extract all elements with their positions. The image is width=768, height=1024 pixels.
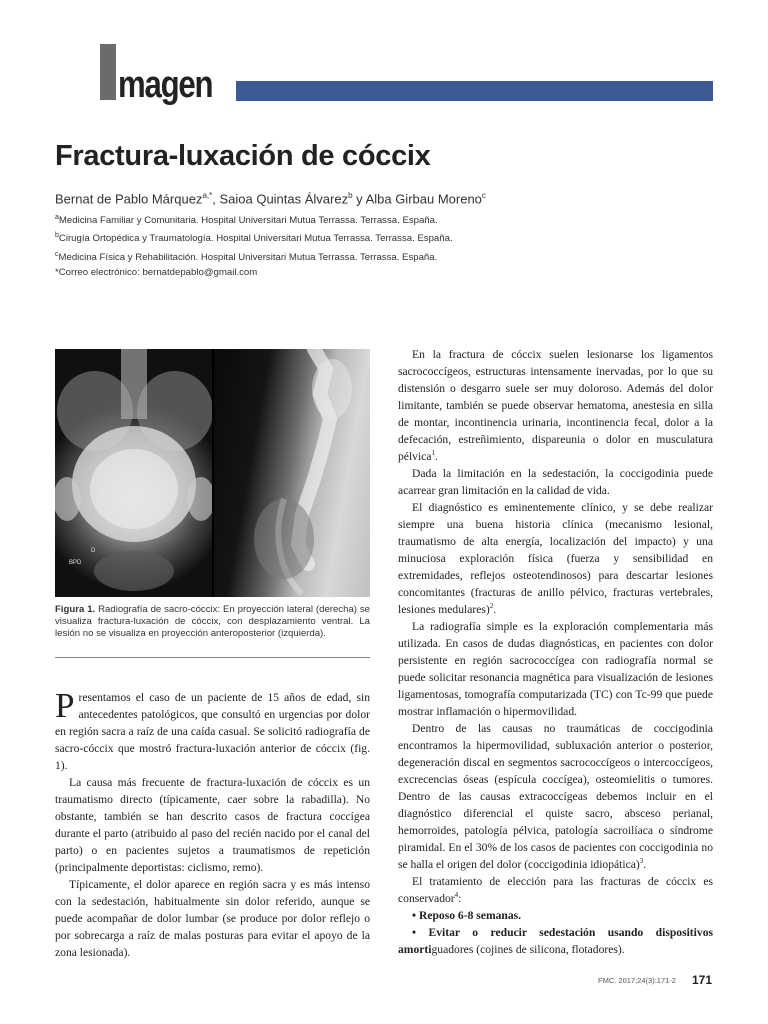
affiliation-text: Medicina Familiar y Comunitaria. Hospital Universitari Mutua Terrassa. Terrassa. España. bbox=[58, 215, 438, 227]
affiliation bbox=[55, 247, 453, 265]
paragraph-text: El diagnóstico es eminentemente clínico, y se debe realizar siempre una buena historia clínica (mecanismo lesional, traumatismo de alta energía, localización del impacto) y una minuciosa exploración física (fuerza y sensibilidad en extremidades, reflejos osteotendinosos) para descartar lesiones concomitantes (fracturas de anillo pélvico, fracturas vertebrales, lesiones medulares) bbox=[398, 501, 713, 616]
paragraph: Típicamente, el dolor aparece en región sacra y es más intenso con la sedestación, habitualmente sin dolor referido, aunque se puede acompañar de dolor lumbar (se produce por dolor reflejo o por sobrecarga a raíz de malas posturas para evitar el apoyo de la zona lesionada). bbox=[55, 878, 370, 959]
reference-mark: 3 bbox=[639, 857, 644, 866]
paragraph: Dada la limitación en la sedestación, la coccigodinia puede acarrear gran limitación en la calidad de vida. bbox=[398, 467, 713, 497]
xray-ap-view bbox=[55, 349, 212, 597]
bullet-strong: • Evitar o reducir sedestación usando dispositivos amorti bbox=[398, 926, 713, 956]
paragraph: La radiografía simple es la exploración complementaria más utilizada. En casos de dudas diagnósticas, en pacientes con dolor persistente en región sacrococcígea con radiografía normal se puede solicitar resonancia magnética para visualización de lesiones ligamentosas, tomografía computarizada (TC) con Tc-99 que puede mostrar inflamación o hipermovilidad. bbox=[398, 620, 713, 718]
xray-lateral-view bbox=[214, 349, 370, 597]
reference-mark: 2 bbox=[489, 602, 494, 611]
section-initial bbox=[100, 44, 116, 100]
page-number: 171 bbox=[692, 973, 713, 987]
paragraph bbox=[398, 346, 713, 465]
authors-line bbox=[55, 191, 486, 206]
caption-text: Radiografía de sacro-cóccix: En proyección lateral (derecha) se visualiza fractura-luxación de cóccix, con desplazamiento ventral. La lesión no se visualiza en proyección anteroposterior (izquierda). bbox=[55, 604, 370, 640]
affiliations bbox=[55, 210, 453, 281]
paragraph-text: El tratamiento de elección para las fracturas de cóccix es conservador bbox=[398, 875, 713, 905]
paragraph-tail: . bbox=[643, 858, 647, 871]
author-sup: b bbox=[348, 191, 353, 200]
paragraph bbox=[55, 686, 370, 774]
section-word-rest: magen bbox=[118, 64, 213, 106]
affiliation-mark: b bbox=[55, 232, 59, 240]
affiliation-email bbox=[55, 265, 453, 280]
paragraph-tail: : bbox=[458, 892, 462, 905]
author-separator: , bbox=[212, 191, 220, 207]
section-word bbox=[118, 66, 212, 104]
body-column-left bbox=[55, 686, 370, 961]
reference-mark: 1 bbox=[431, 449, 435, 458]
affiliation bbox=[55, 210, 453, 228]
paragraph-tail: . bbox=[493, 603, 497, 616]
author-sup: c bbox=[481, 191, 486, 200]
email-text: *Correo electrónico: bernatdepablo@gmail.com bbox=[55, 267, 258, 279]
reference-mark: 4 bbox=[454, 891, 459, 900]
section-bar bbox=[236, 81, 713, 101]
paragraph-text: resentamos el caso de un paciente de 15 años de edad, sin antecedentes patológicos, que consultó en urgencias por dolor en región sacra a raíz de una caída casual. Se solicitó radiografía de sacro-cóccix que mostró fractura-luxación anterior de cóccix (fig. 1). bbox=[55, 691, 370, 772]
author-sup: a,* bbox=[202, 191, 213, 200]
paragraph bbox=[398, 499, 713, 618]
author-separator: y bbox=[352, 191, 366, 207]
paragraph-text: En la fractura de cóccix suelen lesionarse los ligamentos sacrococcígeos, estructuras intensamente inervadas, por lo que su distensión o desgarro suele ser muy doloroso. Además del dolor limitante, también se puede observar hematoma, anestesia en silla de montar, incontinencia urinaria, incontinencia fecal, dolor a la defecación, estreñimiento, dispareunia o dolor en musculatura pélvica bbox=[398, 348, 713, 463]
xray-label: BPD bbox=[69, 560, 82, 566]
caption-label: Figura 1. bbox=[55, 604, 96, 615]
article-title: Fractura-luxación de cóccix bbox=[55, 140, 431, 172]
bullet-item: • Evitar o reducir sedestación usando dispositivos amortiguadores (cojines de silicona, flotadores). bbox=[398, 926, 713, 956]
author-name: Saioa Quintas Álvarez bbox=[219, 191, 349, 207]
sacrum-lateral-drawing bbox=[214, 349, 370, 597]
affiliation-mark: c bbox=[55, 250, 59, 258]
paragraph-tail: . bbox=[434, 450, 438, 463]
affiliation-text: Medicina Física y Rehabilitación. Hospital Universitari Mutua Terrassa. Terrassa. España. bbox=[58, 252, 438, 264]
paragraph: La causa más frecuente de fractura-luxación de cóccix es un traumatismo directo (típicamente, caer sobre la rabadilla). No obstante, también se han descrito casos de fractura coccígea durante el parto (atribuido al paso del recién nacido por el canal del parto) o en pacientes sujetos a traumatismos de repetición (principalmente deportistas: ciclismo, remo). bbox=[55, 776, 370, 874]
section-header bbox=[100, 42, 720, 104]
author-name: Bernat de Pablo Márquez bbox=[55, 191, 203, 207]
paragraph bbox=[398, 873, 713, 907]
figure-caption bbox=[55, 604, 370, 641]
paragraph bbox=[398, 720, 713, 873]
paragraph-text: Dentro de las causas no traumáticas de coccigodinia encontramos la hipermovilidad, subluxación anterior o posterior, degeneración discal en segmentos sacrococcígeos o intercoccígeos, excrecencias óseas (espícula coccígea), osteomielitis o tumores. Dentro de las causas extracoccígeas debemos incluir en el diagnóstico diferencial el quiste sacro, absceso perianal, hemorroides, patología pélvica, patología sacroilíaca o síndrome piramidal. En el 30% de los casos de pacientes con coccigodinia no se halla el origen del dolor (coccigodinia idiopática) bbox=[398, 722, 713, 871]
author-name: Alba Girbau Moreno bbox=[365, 191, 482, 207]
affiliation-mark: a bbox=[55, 214, 59, 221]
affiliation bbox=[55, 228, 453, 246]
affiliation-text: Cirugía Ortopédica y Traumatología. Hospital Universitari Mutua Terrassa. Terrassa. España. bbox=[58, 233, 453, 245]
drop-cap: P bbox=[55, 686, 75, 725]
caption-rule bbox=[55, 657, 370, 658]
body-column-right bbox=[398, 346, 713, 958]
bullet-item: • Reposo 6-8 semanas. bbox=[412, 909, 522, 922]
xray-label: D bbox=[91, 548, 96, 554]
footer-citation: FMC. 2017;24(3):171-2 bbox=[598, 976, 676, 985]
figure-xray bbox=[55, 349, 370, 597]
